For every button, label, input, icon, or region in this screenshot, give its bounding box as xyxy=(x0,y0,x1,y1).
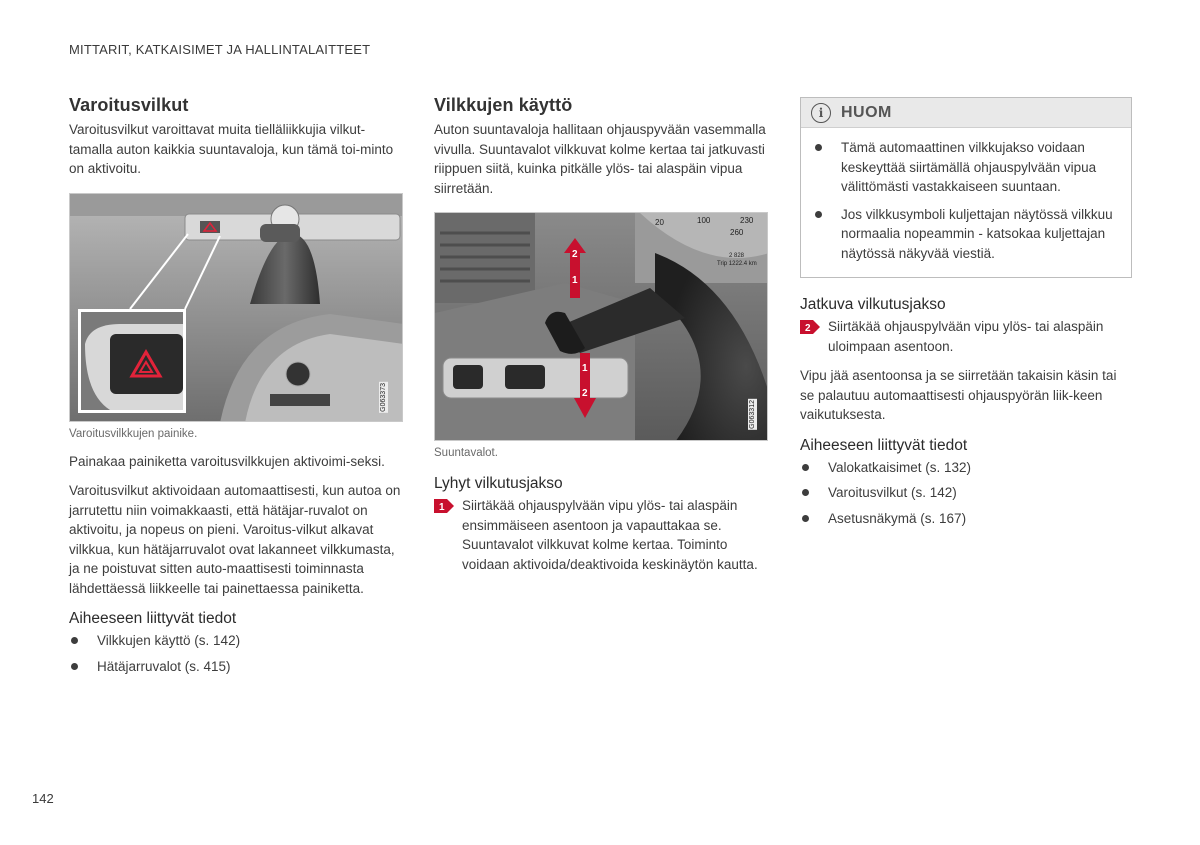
svg-text:2: 2 xyxy=(805,323,811,334)
note-box xyxy=(800,97,1132,278)
related-link-item[interactable] xyxy=(800,458,1132,478)
bullet-icon xyxy=(802,515,809,522)
lever-return-text: Vipu jää asentoonsa ja se siirretään takaisin käsin tai se palautuu automaattisesti ohjauspyörän liik-keen vaikutuksesta. xyxy=(800,368,1117,422)
related-link-item[interactable] xyxy=(69,657,403,677)
related-link-text[interactable]: Asetusnäkymä (s. 167) xyxy=(828,510,967,526)
figure-code: G063373 xyxy=(380,382,387,412)
gauge-label: 20 xyxy=(655,218,664,227)
trip-label: Trip 1222.4 km xyxy=(717,261,757,267)
svg-text:1: 1 xyxy=(572,275,578,286)
note-item: Jos vilkkusymboli kuljettajan näytössä vilkkuu normaalia nopeammin - katsokaa kuljettajan näytössä näkyvää viestiä. xyxy=(813,205,1119,264)
figure-caption: Varoitusvilkkujen painike. xyxy=(69,427,198,440)
continuous-sequence-step xyxy=(800,317,1132,356)
related-link-item[interactable] xyxy=(800,483,1132,503)
figure-code: G063312 xyxy=(749,400,756,429)
left-column xyxy=(69,93,403,682)
figure-caption: Suuntavalot. xyxy=(434,447,498,459)
related-link-text[interactable]: Varoitusvilkut (s. 142) xyxy=(828,485,957,500)
section-title-hazard-lights: Varoitusvilkut xyxy=(69,95,189,115)
bullet-icon xyxy=(71,663,78,670)
gauge-label: 260 xyxy=(730,228,744,237)
continuous-sequence-title: Jatkuva vilkutusjakso xyxy=(800,296,946,313)
hazard-intro-text: Varoitusvilkut varoittavat muita tielläliikkujia vilkut-tamalla auton kaikkia suuntavaloja, kun tämä toi-minto on aktivoitu. xyxy=(69,122,394,176)
page-number: 142 xyxy=(32,791,54,806)
note-item: Tämä automaattinen vilkkujakso voidaan keskeyttää siirtämällä ohjauspylvään vipua välittömästi vastakkaiseen suuntaan. xyxy=(813,138,1119,197)
short-sequence-title: Lyhyt vilkutusjakso xyxy=(434,475,563,492)
related-list xyxy=(800,458,1132,529)
hazard-paragraph-2: Varoitusvilkut aktivoidaan automaattisesti, kun autoa on jarrutettu niin voimakkaasti, että hätäjar-ruvalot on aktivoitu, ja nopeus on pieni. Varoitus-vilkut alkavat vilkkua, kun hätäjarruvalot ovat lakanneet vilkkumasta, ja ne poistuvat sitten auto-maattisesti toiminnasta lähdettäessä liikkeelle tai painettaessa painiketta. xyxy=(69,483,401,596)
turn-signal-illustration xyxy=(435,213,768,441)
bullet-icon xyxy=(802,489,809,496)
bullet-icon xyxy=(71,637,78,644)
note-title: HUOM xyxy=(841,103,892,121)
gauge-label: 100 xyxy=(697,216,711,225)
middle-column xyxy=(434,93,768,584)
turn-signal-intro: Auton suuntavaloja hallitaan ohjauspyvään vasemmalla vivulla. Suuntavalot vilkkuvat kolme kertaa tai jatkuvasti riippuen siitä, kuinka pitkälle ylös- tai alaspäin vipua siirretään. xyxy=(434,122,766,196)
running-head: MITTARIT, KATKAISIMET JA HALLINTALAITTEET xyxy=(69,42,371,57)
note-header xyxy=(801,98,1131,128)
related-link-text[interactable]: Valokatkaisimet (s. 132) xyxy=(828,459,972,475)
section-title-turn-signals: Vilkkujen käyttö xyxy=(434,95,573,115)
svg-text:1: 1 xyxy=(582,363,588,374)
turn-signal-figure xyxy=(434,212,768,441)
hazard-button-illustration xyxy=(70,194,403,422)
related-link-item[interactable] xyxy=(69,631,403,651)
step-1-badge-icon xyxy=(434,499,454,513)
related-link-text[interactable]: Hätäjarruvalot (s. 415) xyxy=(97,658,231,674)
bullet-icon xyxy=(802,464,809,471)
hazard-paragraph-1: Painakaa painiketta varoitusvilkkujen aktivoimi-seksi. xyxy=(69,453,385,469)
related-info-title: Aiheeseen liittyvät tiedot xyxy=(800,436,968,454)
related-info-title: Aiheeseen liittyvät tiedot xyxy=(69,610,237,627)
gauge-label: 230 xyxy=(740,216,754,225)
note-list xyxy=(813,138,1119,263)
right-column xyxy=(800,97,1132,534)
step-2-badge-icon xyxy=(800,320,820,334)
short-sequence-step xyxy=(434,496,768,574)
svg-text:2: 2 xyxy=(572,249,578,260)
related-link-text[interactable]: Vilkkujen käyttö (s. 142) xyxy=(97,633,241,648)
continuous-sequence-text: Siirtäkää ohjauspylvään vipu ylös- tai alaspäin uloimpaan asentoon. xyxy=(828,319,1104,354)
related-list xyxy=(69,631,403,676)
odometer-label: 2 828 xyxy=(729,253,745,259)
svg-text:2: 2 xyxy=(582,388,588,399)
related-link-item[interactable] xyxy=(800,509,1132,529)
hazard-button-figure xyxy=(69,193,403,422)
bullet-icon xyxy=(815,211,822,218)
bullet-icon xyxy=(815,144,822,151)
info-icon: i xyxy=(811,103,831,123)
note-body xyxy=(801,128,1131,277)
short-sequence-text: Siirtäkää ohjauspylvään vipu ylös- tai alaspäin ensimmäiseen asentoon ja vapauttakaa se. Suuntavalot vilkkuvat kolme kertaa. Toiminto voidaan aktivoida/deaktivoida keskinäytön kautta. xyxy=(462,498,758,572)
svg-text:1: 1 xyxy=(439,502,445,513)
